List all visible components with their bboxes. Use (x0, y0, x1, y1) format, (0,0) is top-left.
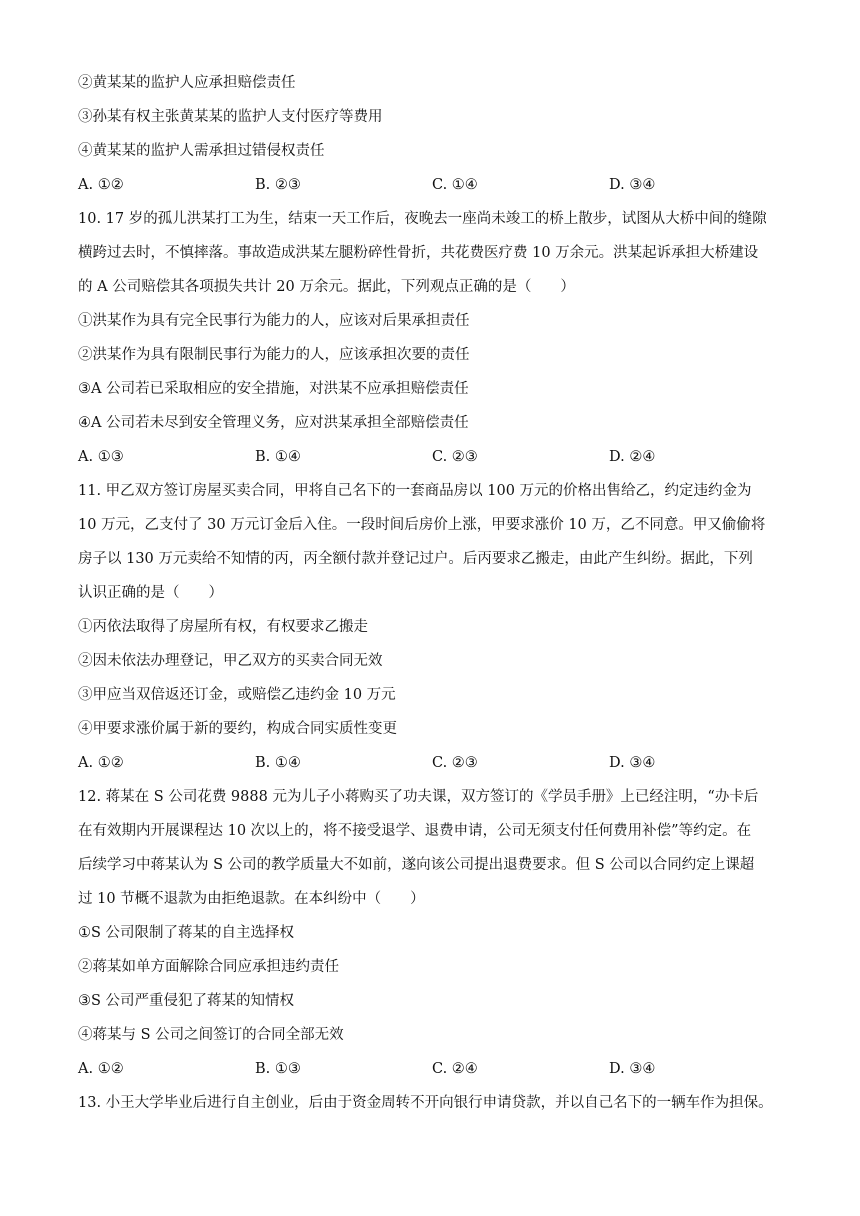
statement-4: ④A 公司若未尽到安全管理义务，应对洪某承担全部赔偿责任 (78, 415, 469, 431)
option-c: C. ②③ (432, 449, 478, 465)
question-stem-line: 在有效期内开展课程达 10 次以上的，将不接受退学、退费申请，公司无须支付任何费用补偿”等约定。在 (78, 823, 752, 839)
question-stem-line: 10 万元，乙支付了 30 万元订金后入住。一段时间后房价上涨，甲要求涨价 10 万，乙不同意。甲又偷偷将 (78, 517, 766, 533)
option-a: A. ①② (78, 177, 124, 193)
option-a: A. ①③ (78, 449, 124, 465)
option-a: A. ①② (78, 755, 124, 771)
question-stem-line: 10. 17 岁的孤儿洪某打工为生，结束一天工作后，夜晚去一座尚未竣工的桥上散步，试图从大桥中间的缝隙 (78, 211, 767, 227)
statement-3: ③A 公司若已采取相应的安全措施，对洪某不应承担赔偿责任 (78, 381, 469, 397)
question-13 (78, 1086, 798, 1120)
option-c: C. ①④ (432, 177, 478, 193)
option-d: D. ③④ (609, 1061, 656, 1077)
question-stem-line: 横跨过去时，不慎摔落。事故造成洪某左腿粉碎性骨折，共花费医疗费 10 万余元。洪某起诉承担大桥建设 (78, 245, 759, 261)
question-stem-line: 13. 小王大学毕业后进行自主创业，后由于资金周转不开向银行申请贷款，并以自己名下的一辆车作为担保。 (78, 1095, 773, 1111)
question-stem-line: 12. 蒋某在 S 公司花费 9888 元为儿子小蒋购买了功夫课，双方签订的《学员手册》上已经注明，“办卡后 (78, 789, 759, 805)
statement-4: ④黄某某的监护人需承担过错侵权责任 (78, 143, 325, 159)
statement-2: ②洪某作为具有限制民事行为能力的人，应该承担次要的责任 (78, 347, 470, 363)
question-stem-line: 认识正确的是（ ） (78, 585, 223, 601)
answer-options (78, 440, 798, 474)
answer-options (78, 746, 798, 780)
statement-2: ②因未依法办理登记，甲乙双方的买卖合同无效 (78, 653, 383, 669)
exam-page (78, 66, 798, 1120)
question-stem-line: 后续学习中蒋某认为 S 公司的教学质量大不如前，遂向该公司提出退费要求。但 S 公司以合同约定上课超 (78, 857, 755, 873)
statement-3: ③孙某有权主张黄某某的监护人支付医疗等费用 (78, 109, 383, 125)
question-stem-line: 房子以 130 万元卖给不知情的丙，丙全额付款并登记过户。后丙要求乙搬走，由此产生纠纷。据此，下列 (78, 551, 753, 567)
statement-3: ③S 公司严重侵犯了蒋某的知情权 (78, 993, 295, 1009)
question-11 (78, 474, 798, 780)
statement-4: ④蒋某与 S 公司之间签订的合同全部无效 (78, 1027, 344, 1043)
answer-options (78, 168, 798, 202)
option-a: A. ①② (78, 1061, 124, 1077)
option-c: C. ②④ (432, 1061, 478, 1077)
question-12 (78, 780, 798, 1086)
statement-2: ②黄某某的监护人应承担赔偿责任 (78, 75, 296, 91)
question-stem-line: 的 A 公司赔偿其各项损失共计 20 万余元。据此，下列观点正确的是（ ） (78, 279, 575, 295)
question-stem-line: 过 10 节概不退款为由拒绝退款。在本纠纷中（ ） (78, 891, 425, 907)
option-d: D. ③④ (609, 755, 656, 771)
statement-1: ①丙依法取得了房屋所有权，有权要求乙搬走 (78, 619, 368, 635)
statement-4: ④甲要求涨价属于新的要约，构成合同实质性变更 (78, 721, 397, 737)
statement-2: ②蒋某如单方面解除合同应承担违约责任 (78, 959, 339, 975)
q9-continuation (78, 66, 798, 202)
option-b: B. ②③ (255, 177, 301, 193)
statement-1: ①洪某作为具有完全民事行为能力的人，应该对后果承担责任 (78, 313, 470, 329)
option-b: B. ①③ (255, 1061, 301, 1077)
statement-1: ①S 公司限制了蒋某的自主选择权 (78, 925, 295, 941)
question-10 (78, 202, 798, 474)
statement-3: ③甲应当双倍返还订金，或赔偿乙违约金 10 万元 (78, 687, 396, 703)
option-d: D. ②④ (609, 449, 656, 465)
question-stem-line: 11. 甲乙双方签订房屋买卖合同，甲将自己名下的一套商品房以 100 万元的价格出售给乙，约定违约金为 (78, 483, 752, 499)
option-b: B. ①④ (255, 449, 301, 465)
option-d: D. ③④ (609, 177, 656, 193)
option-c: C. ②③ (432, 755, 478, 771)
answer-options (78, 1052, 798, 1086)
option-b: B. ①④ (255, 755, 301, 771)
